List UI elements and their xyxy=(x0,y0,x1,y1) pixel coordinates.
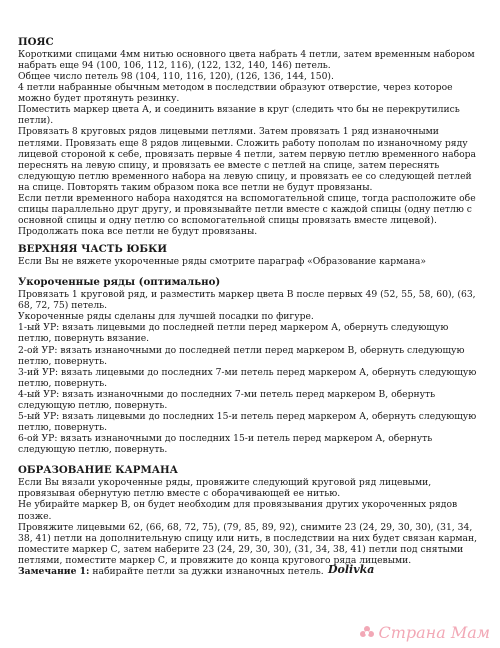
watermark-text: Страна Мам xyxy=(378,623,490,642)
paragraph: 5-ый УР: вязать лицевыми до последних 15-и петель перед маркером А, обернуть следующую петлю, повернуть. xyxy=(18,411,477,434)
paragraph: Провяжите лицевыми 62, (66, 68, 72, 75), (79, 85, 89, 92), снимите 23 (24, 29, 30, 30), (31, 34, 38, 41) петли на дополнительную спицу или нить, в последствии на них будет связан карман, поместите маркер С, затем наберите 23 (24, 29, 30, 30), (31, 34, 38, 41) петли под снятыми петлями, поместите маркер С, и провяжите до конца кругового ряда лицевыми. xyxy=(18,521,478,566)
paragraph: Общее число петель 98 (104, 110, 116, 120), (126, 136, 144, 150). xyxy=(18,70,334,82)
paragraph: 4 петли набранные обычным методом в последствии образуют отверстие, через которое можно будет протянуть резинку. xyxy=(18,82,453,105)
flower-icon xyxy=(359,625,375,641)
note-text: набирайте петли за дужки изнаночных петель. xyxy=(92,566,324,578)
paragraph: Если Вы не вяжете укороченные ряды смотрите параграф «Образование кармана» xyxy=(18,256,426,268)
document-body xyxy=(18,36,480,577)
paragraph: 3-ий УР: вязать лицевыми до последних 7-ми петель перед маркером А, обернуть следующую петлю, повернуть. xyxy=(18,366,477,389)
site-watermark xyxy=(359,623,490,642)
section-heading-pocket: ОБРАЗОВАНИЕ КАРМАНА xyxy=(18,464,178,477)
section-heading-belt: ПОЯС xyxy=(18,36,54,48)
paragraph: Провязать 1 круговой ряд, и разместить маркер цвета В после первых 49 (52, 55, 58, 60), (63, 68, 72, 75) петель. xyxy=(18,289,476,312)
paragraph: Не убирайте маркер В, он будет необходим для провязывания других укороченных рядов позже. xyxy=(18,499,458,522)
note-paragraph xyxy=(18,566,480,577)
section-heading-short-rows: Укороченные ряды (оптимально) xyxy=(18,276,221,289)
paragraph: Короткими спицами 4мм нитью основного цвета набрать 4 петли, затем временным набором набрать еще 94 (100, 106, 112, 116), (122, 132, 140, 146) петель. xyxy=(18,48,475,71)
paragraph: 6-ой УР: вязать изнаночными до последних 15-и петель перед маркером А, обернуть следующую петлю, повернуть. xyxy=(18,433,433,456)
section-heading-skirt-top: ВЕРХНЯЯ ЧАСТЬ ЮБКИ xyxy=(18,243,168,256)
paragraph: Если петли временного набора находятся на вспомогательной спице, тогда расположите обе спицы параллельно друг другу, и провязывайте петли вместе с каждой спицы (одну петлю с основной спицы и одну петлю со вспомогательной спицы провязать вместе лицевой). Продолжать пока все петли не будут провязаны. xyxy=(18,193,476,238)
paragraph: Если Вы вязали укороченные ряды, провяжите следующий круговой ряд лицевыми, провязывая обернутую петлю вместе с оборачивающей ее нитью. xyxy=(18,477,432,500)
paragraph: Поместить маркер цвета А, и соединить вязание в круг (следить что бы не перекрутились петли). xyxy=(18,104,460,127)
note-label: Замечание 1: xyxy=(18,566,90,578)
paragraph: 1-ый УР: вязать лицевыми до последней петли перед маркером А, обернуть следующую петлю, повернуть вязание. xyxy=(18,322,449,345)
author-signature: Dolivka xyxy=(328,563,375,576)
paragraph: 2-ой УР: вязать изнаночными до последней петли перед маркером В, обернуть следующую петлю, повернуть. xyxy=(18,344,465,367)
paragraph: Укороченные ряды сделаны для лучшей посадки по фигуре. xyxy=(18,311,314,323)
paragraph: 4-ый УР: вязать изнаночными до последних 7-ми петель перед маркером В, обернуть следующую петлю, повернуть. xyxy=(18,388,436,412)
paragraph: Провязать 8 круговых рядов лицевыми петлями. Затем провязать 1 ряд изнаночными петлями. Провязать еще 8 рядов лицевыми. Сложить работу пополам по изнаночному ряду лицевой стороной к себе, провязать первые 4 петли, затем первую петлю временного набора переснять на левую спицу, и провязать ее вместе с петлей на спице, затем переснять следующую петлю временного набора на левую спицу, и провязать ее со следующей петлей на спице. Повторять таким образом пока все петли не будут провязаны. xyxy=(18,126,477,193)
